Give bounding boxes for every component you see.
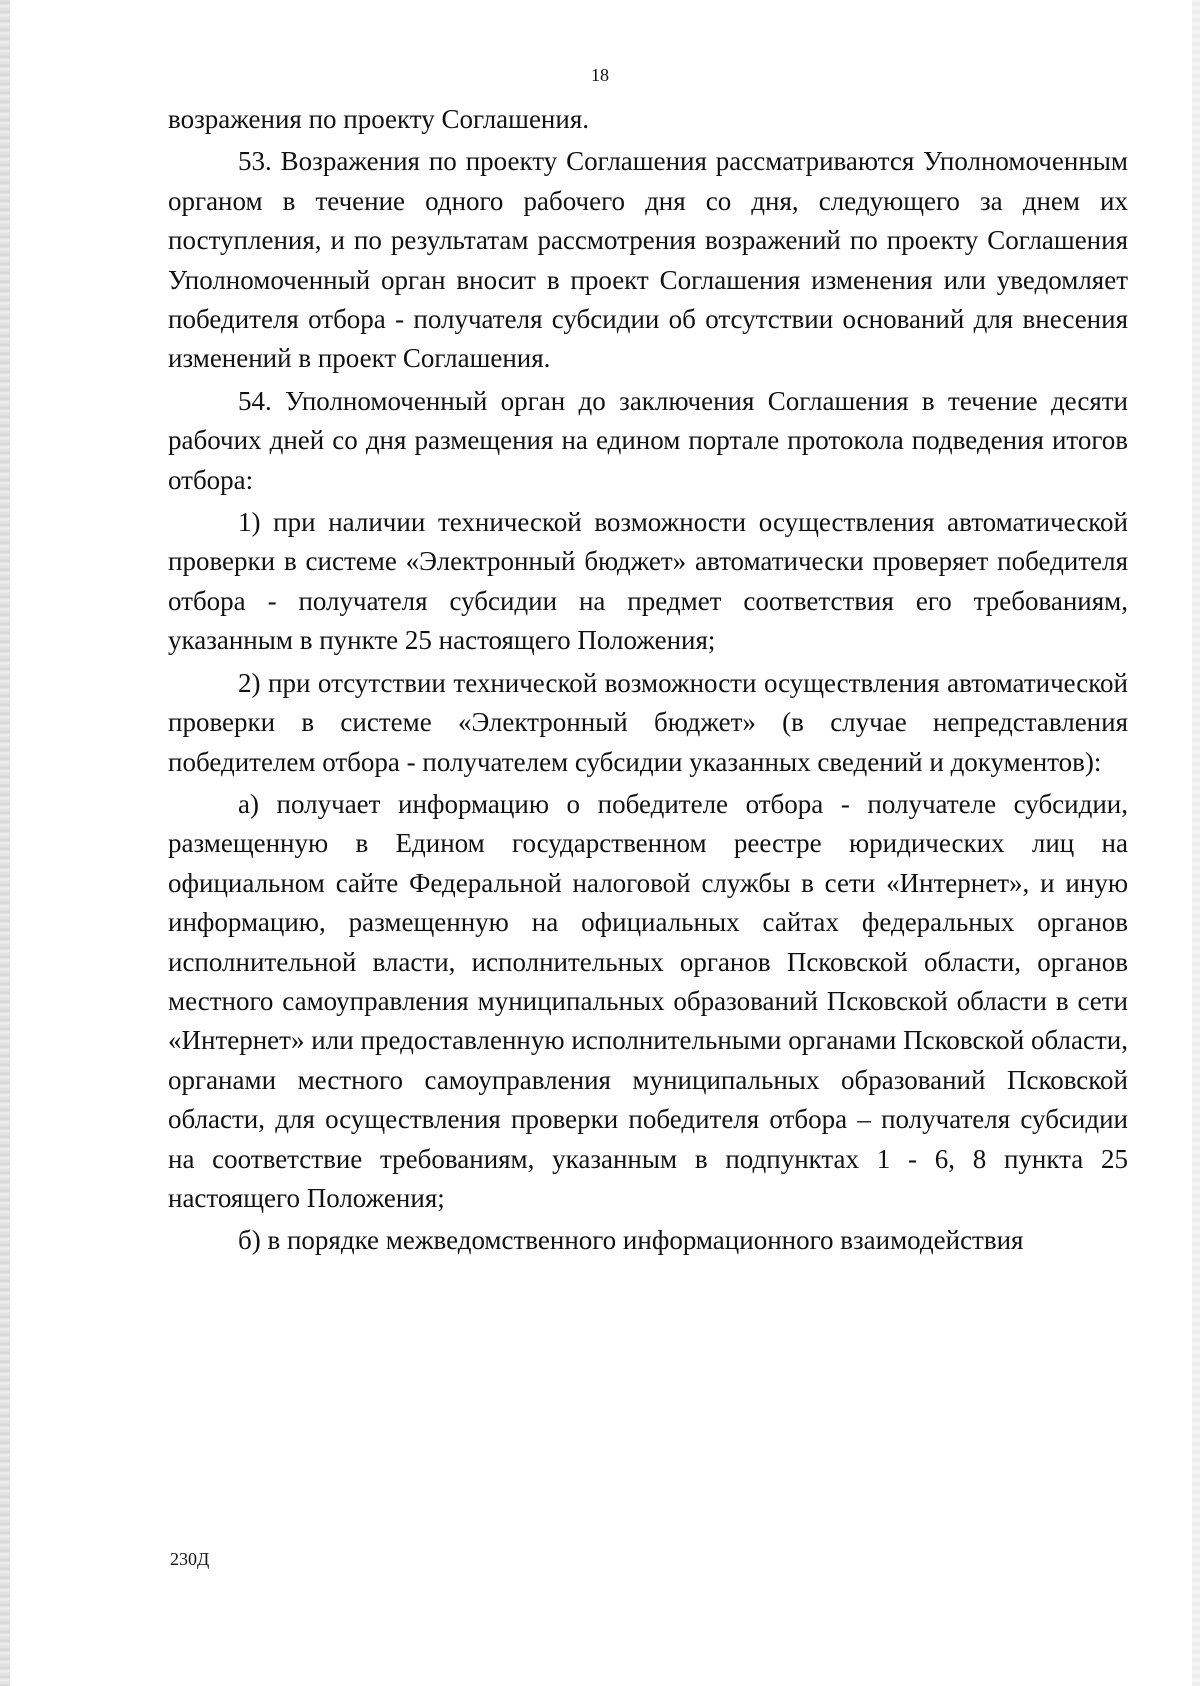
subparagraph-b: б) в порядке межведомственного информационного взаимодействия [238,1225,1024,1256]
paragraph-continuation: возражения по проекту Соглашения. [168,104,589,134]
subparagraph-2: 2) при отсутствии технической возможности осуществления автоматической проверки в системе «Электронный бюджет» (в случае непредставления победителем отбора - получателем субсидии указанных сведений и документов): [168,667,1128,777]
document-body [168,100,1128,1261]
paragraph-54: 54. Уполномоченный орган до заключения Соглашения в течение десяти рабочих дней со дня размещения на едином портале протокола подведения итогов отбора: [168,385,1128,495]
page-number: 18 [591,65,609,85]
subparagraph-1: 1) при наличии технической возможности осуществления автоматической проверки в системе «Электронный бюджет» автоматически проверяет победителя отбора - получателя субсидии на предмет соответствия его требованиям, указанным в пункте 25 настоящего Положения; [168,507,1128,656]
subparagraph-a: а) получает информацию о победителе отбора - получателе субсидии, размещенную в Едином государственном реестре юридических лиц на официальном сайте Федеральной налоговой службы в сети «Интернет», и иную информацию, размещенную на официальных сайтах федеральных органов исполнительной власти, исполнительных органов Псковской области, органов местного самоуправления муниципальных образований Псковской области в сети «Интернет» или предоставленную исполнительными органами Псковской области, органами местного самоуправления муниципальных образований Псковской области, для осуществления проверки победителя отбора – получателя субсидии на соответствие требованиям, указанным в подпунктах 1 - 6, 8 пункта 25 настоящего Положения; [168,788,1128,1213]
scan-edge-left [0,0,10,1686]
paragraph-53: 53. Возражения по проекту Соглашения рассматриваются Уполномоченным органом в течение одного рабочего дня со дня, следующего за днем их поступления, и по результатам рассмотрения возражений по проекту Соглашения Уполномоченный орган вносит в проект Соглашения изменения или уведомляет победителя отбора - получателя субсидии об отсутствии оснований для внесения изменений в проект Соглашения. [168,146,1128,374]
footer-code: 230Д [170,1549,210,1569]
scan-edge-right [1192,0,1200,1686]
